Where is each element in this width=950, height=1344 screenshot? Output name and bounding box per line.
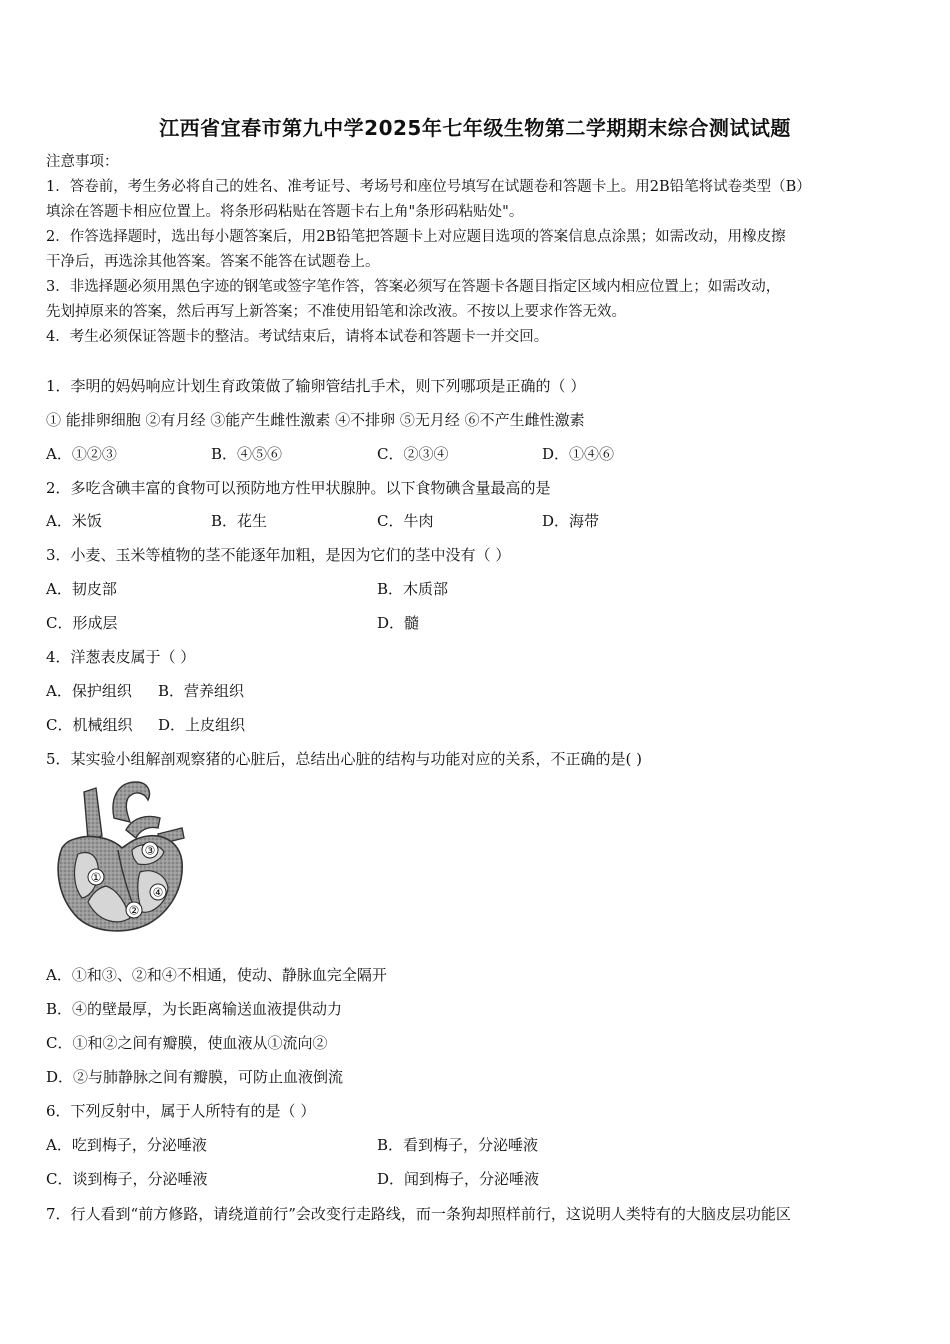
q6-option-b: B．看到梅子，分泌唾液 (377, 1136, 539, 1154)
label-2 (126, 902, 142, 918)
q5-option-b: B．④的壁最厚，为长距离输送血液提供动力 (46, 1000, 343, 1018)
q4-option-b: B．营养组织 (158, 682, 245, 700)
q2-stem: 2．多吃含碘丰富的食物可以预防地方性甲状腺肿。以下食物碘含量最高的是 (46, 479, 551, 497)
svg-text:②: ② (128, 903, 140, 918)
q7-stem: 7．行人看到“前方修路，请绕道前行”会改变行走路线，而一条狗却照样前行，这说明人类特有的大脑皮层功能区 (46, 1205, 791, 1223)
q6-option-a: A．吃到梅子，分泌唾液 (46, 1136, 207, 1154)
notice-heading: 注意事项： (46, 154, 119, 170)
q3-option-b: B．木质部 (377, 580, 449, 598)
notice-line: 4．考生必须保证答题卡的整洁。考试结束后，请将本试卷和答题卡一并交回。 (46, 329, 549, 345)
q5-option-a: A．①和③、②和④不相通，使动、静脉血完全隔开 (46, 966, 387, 984)
q2-option-a: A．米饭 (46, 512, 102, 530)
notice-line: 1．答卷前，考生务必将自己的姓名、准考证号、考场号和座位号填写在试题卷和答题卡上。用2B铅笔将试卷类型（B） (46, 179, 811, 195)
q4-stem: 4．洋葱表皮属于（ ） (46, 648, 196, 666)
label-1 (88, 869, 104, 885)
q3-stem: 3．小麦、玉米等植物的茎不能逐年加粗，是因为它们的茎中没有（ ） (46, 546, 511, 564)
heart-diagram (48, 778, 190, 940)
q2-option-c: C．牛肉 (377, 512, 434, 530)
notice-line: 干净后，再选涂其他答案。答案不能答在试题卷上。 (46, 254, 380, 270)
q5-option-d: D．②与肺静脉之间有瓣膜，可防止血液倒流 (46, 1068, 344, 1086)
q1-option-d: D．①④⑥ (542, 445, 615, 463)
label-4 (150, 884, 166, 900)
superior-vena-cava-shape (84, 788, 102, 840)
q6-option-c: C．谈到梅子，分泌唾液 (46, 1170, 208, 1188)
q4-option-c: C．机械组织 (46, 716, 133, 734)
q6-stem: 6．下列反射中，属于人所特有的是（ ） (46, 1102, 316, 1120)
q3-option-a: A．韧皮部 (46, 580, 117, 598)
exam-title: 江西省宜春市第九中学2025年七年级生物第二学期期末综合测试试题 (159, 116, 791, 140)
q3-option-c: C．形成层 (46, 614, 118, 632)
notice-line: 3．非选择题必须用黑色字迹的钢笔或签字笔作答，答案必须写在答题卡各题目指定区域内相应位置上；如需改动， (46, 279, 781, 295)
q1-option-b: B．④⑤⑥ (211, 445, 283, 463)
notice-line: 2．作答选择题时，选出每小题答案后，用2B铅笔把答题卡上对应题目选项的答案信息点涂黑；如需改动，用橡皮擦 (46, 229, 786, 245)
svg-text:③: ③ (144, 843, 156, 858)
svg-text:④: ④ (152, 885, 164, 900)
pulmonary-artery-shape (126, 817, 160, 839)
svg-text:①: ① (90, 870, 102, 885)
notice-line: 填涂在答题卡相应位置上。将条形码粘贴在答题卡右上角"条形码粘贴处"。 (46, 204, 524, 220)
q1-option-c: C．②③④ (377, 445, 449, 463)
q5-option-c: C．①和②之间有瓣膜，使血液从①流向② (46, 1034, 328, 1052)
notice-line: 先划掉原来的答案，然后再写上新答案；不准使用铅笔和涂改液。不按以上要求作答无效。 (46, 304, 626, 320)
q2-option-d: D．海带 (542, 512, 600, 530)
q4-option-a: A．保护组织 (46, 682, 132, 700)
q2-option-b: B．花生 (211, 512, 268, 530)
aorta-shape (113, 782, 150, 822)
q1-stem: 1．李明的妈妈响应计划生育政策做了输卵管结扎手术，则下列哪项是正确的（ ） (46, 377, 586, 395)
q4-option-d: D．上皮组织 (158, 716, 246, 734)
label-3 (142, 842, 158, 858)
q5-stem: 5．某实验小组解剖观察猪的心脏后，总结出心脏的结构与功能对应的关系，不正确的是( ) (46, 750, 643, 768)
q1-option-a: A．①②③ (46, 445, 117, 463)
q3-option-d: D．髓 (377, 614, 420, 632)
q6-option-d: D．闻到梅子，分泌唾液 (377, 1170, 540, 1188)
q1-items: ① 能排卵细胞 ②有月经 ③能产生雌性激素 ④不排卵 ⑤无月经 ⑥不产生雌性激素 (46, 411, 585, 429)
